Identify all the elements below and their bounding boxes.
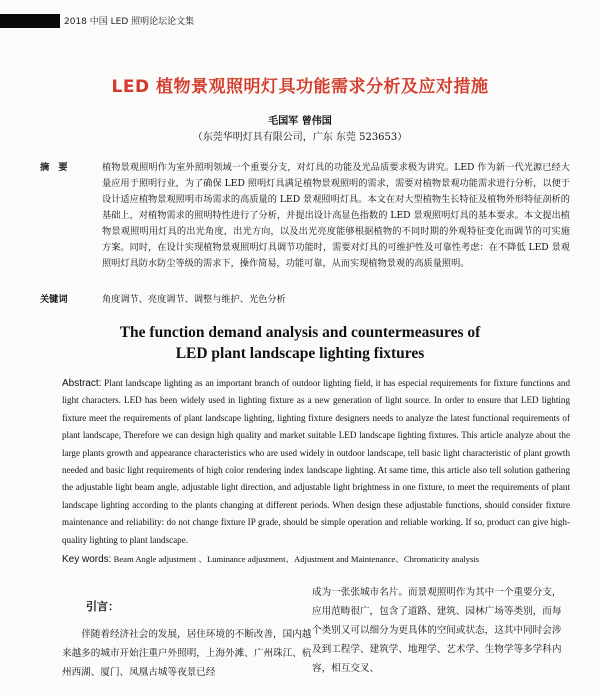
abstract-cn-text: 植物景观照明作为室外照明领域一个重要分支，对灯具的功能及光品质要求极为讲究。LED 作为新一代光源已经大量应用于照明行业，为了确保 LED 照明灯具满足植物景观照明的需求，需要对植物景观功能需求进行分析，以便于设计适应植物景观照明市场需求的高质量的 LED 景观照明灯具。本文在对大型植物生长特征及植物外形特征剖析的基础上，对植物需求的照明特性进行了分析，并提出设计高显色指数的 LED 景观照明灯具的基本要求。本文提出植物景观照明用灯具的出光角度，出光方向，以及出光亮度能够根据植物的不同时期的外观特征变化而调节的可实施方案。同时，在设计实现植物景观照明灯具调节功能时，需要对灯具的可维护性及可靠性考虑：在不降低 LED 景观照明灯具防水防尘等级的需求下，操作简易，功能可靠，从而实现植物景观的高质量照明。 (102, 162, 570, 269)
keywords-cn-text: 角度调节、亮度调节、调整与维护、光色分析 (102, 294, 286, 305)
abstract-en (62, 375, 570, 549)
abstract-en-label: Abstract: (62, 378, 102, 389)
abstract-cn-label: 摘 要 (40, 162, 68, 173)
intro-right-column: 成为一张张城市名片。而景观照明作为其中一个重要分支，应用范畴很广，包含了道路、建筑、园林广场等类别，而每个类别又可以细分为更具体的空间或状态，这其中同时会涉及到工程学、建筑学、地理学、艺术学、生物学等多学科内容，相互交叉、 (312, 587, 562, 674)
paper-title-cn: LED 植物景观照明灯具功能需求分析及应对措施 (111, 77, 489, 97)
intro-left-column: 伴随着经济社会的发展，居住环境的不断改善，国内越来越多的城市开始注重户外照明，上海外滩、广州珠江、杭州西湖、厦门、凤凰古城等夜景已经 (62, 629, 312, 678)
keywords-cn (40, 292, 570, 308)
keywords-en (62, 553, 570, 565)
intro-heading: 引言： (86, 600, 119, 613)
keywords-en-label: Key words: (62, 554, 112, 565)
abstract-cn (40, 160, 570, 272)
abstract-en-text: Plant landscape lighting as an important branch of outdoor lighting field, it has especial requirements for fixture functions and light characters. LED has been widely used in lighting fixture as a new generation of light source. In order to ensure that LED lighting fixture meet the requirements of plant landscape lighting, lighting fixture designers needs to analyze the latest functional requirements of plant landscape, Therefore we can design high quality and market suitable LED landscape lighting fixtures. This article analyze about the large plants growth and appearance characteristics who are used widely in outdoor landscape, tell basic light characteristic of plant growth needed and basic light requirements of high color rendering index landscape lighting. At same time, this article also tell solution gathering the adjustable light beam angle, adjustable light direction, and adjustable light brightness in one fixture, to meet the requirements of plant landscape lighting according to the plants changing at different periods. When design these adjustable functions, should consider fixture maintenance and reliability: do not change fixture IP grade, should be simple operation and reliable working. If so, product can give high-quality lighting to plant landscape. (62, 378, 570, 545)
paper-title-en-line1: The function demand analysis and countermeasures of (119, 324, 481, 341)
running-header: 2018 中国 LED 照明论坛论文集 (64, 17, 195, 27)
authors: 毛国军 曾伟国 (268, 116, 332, 127)
paper-title-en (0, 322, 600, 364)
keywords-en-text: Beam Angle adjustment 、Luminance adjustment、Adjustment and Maintenance、Chromaticity analysis (113, 554, 480, 564)
affiliation: （东莞华明灯具有限公司，广东 东莞 523653） (192, 132, 408, 143)
keywords-cn-label: 关键词 (40, 294, 68, 305)
paper-title-en-line2: LED plant landscape lighting fixtures (175, 345, 425, 362)
header-bar (0, 14, 60, 28)
